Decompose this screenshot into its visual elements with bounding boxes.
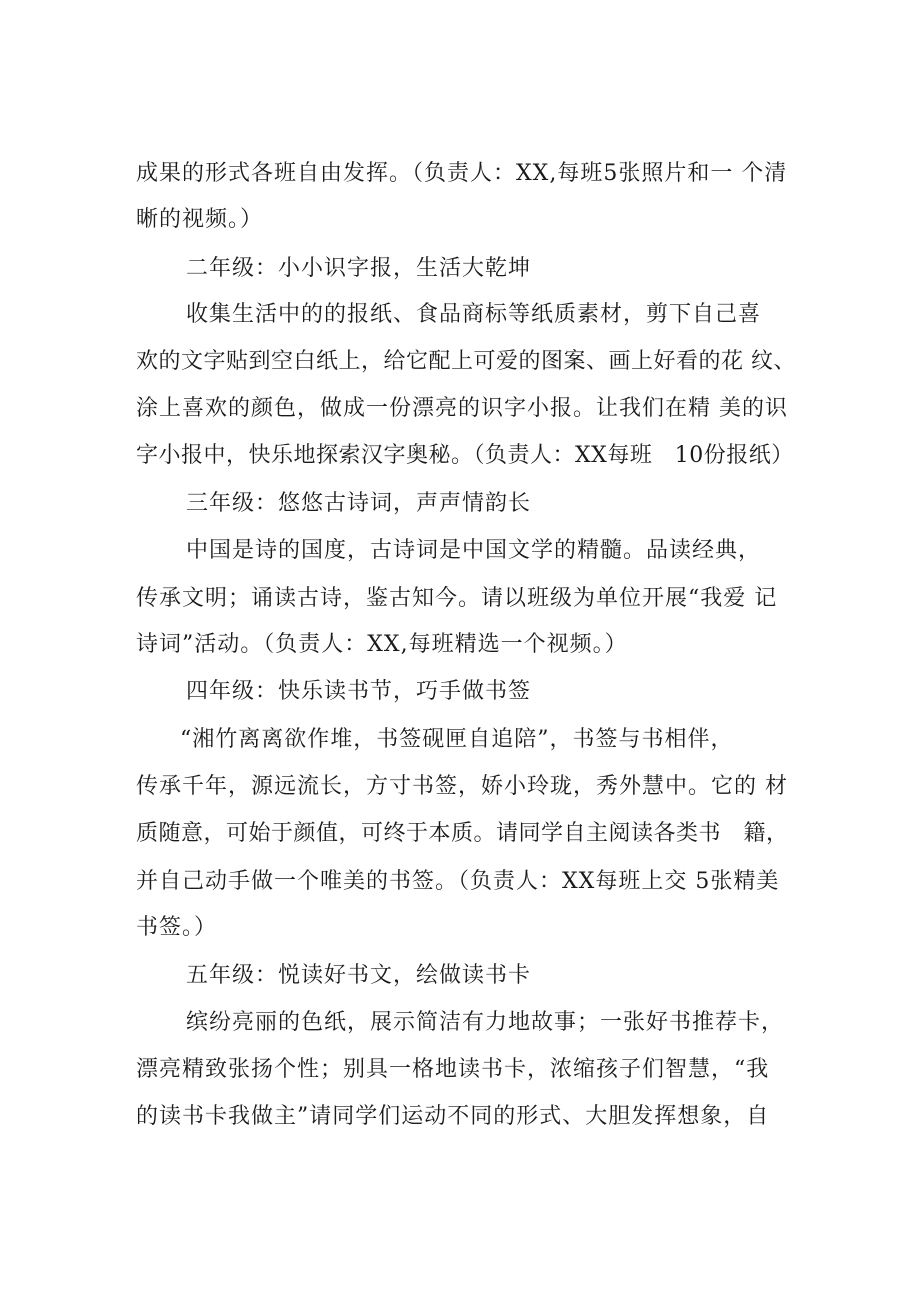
paragraph-line: 传承文明；诵读古诗，鉴古知今。请以班级为单位开展“我爱 记 xyxy=(136,586,778,611)
paragraph-line: 传承千年，源远流长，方寸书签，娇小玲珑，秀外慧中。它的 材 xyxy=(136,774,788,799)
paragraph-line: 中国是诗的国度，古诗词是中国文学的精髓。品读经典， xyxy=(186,538,762,563)
paragraph-line: 晰的视频。） xyxy=(136,207,264,232)
paragraph-line: 质随意，可始于颜值，可终于本质。请同学自主阅读各类书 籍， xyxy=(136,821,789,846)
section-heading-grade3: 三年级：悠悠古诗词，声声情韵长 xyxy=(186,491,532,516)
section-heading-grade5: 五年级：悦读好书文，绘做读书卡 xyxy=(186,963,532,988)
paragraph-line: 成果的形式各班自由发挥。（负责人：XX,每班5张照片和一 个清 xyxy=(136,161,788,186)
paragraph-line: 字小报中，快乐地探索汉字奥秘。（负责人：XX每班 10份报纸） xyxy=(136,443,794,468)
section-heading-grade4: 四年级：快乐读书节，巧手做书签 xyxy=(186,679,532,704)
paragraph-line: 涂上喜欢的颜色，做成一份漂亮的识字小报。让我们在精 美的识 xyxy=(136,396,788,421)
paragraph-line: 缤纷亮丽的色纸，展示简洁有力地故事；一张好书推荐卡， xyxy=(186,1010,785,1035)
paragraph-line: 欢的文字贴到空白纸上，给它配上可爱的图案、画上好看的花 纹、 xyxy=(136,349,796,374)
paragraph-line: 的读书卡我做主”请同学们运动不同的形式、大胆发挥想象，自 xyxy=(136,1104,770,1129)
paragraph-line: “湘竹离离欲作堆，书签砚匣自追陪”，书签与书相伴， xyxy=(180,727,734,752)
paragraph-line: 漂亮精致张扬个性；别具一格地读书卡，浓缩孩子们智慧，“我 xyxy=(136,1057,770,1082)
paragraph-line: 书签。） xyxy=(136,915,218,940)
paragraph-line: 诗词”活动。（负责人：XX,每班精选一个视频。） xyxy=(136,632,628,657)
section-heading-grade2: 二年级：小小识字报，生活大乾坤 xyxy=(186,256,532,281)
paragraph-line: 并自己动手做一个唯美的书签。（负责人：XX每班上交 5张精美 xyxy=(136,869,780,894)
paragraph-line: 收集生活中的的报纸、食品商标等纸质素材，剪下自己喜 xyxy=(186,302,762,327)
